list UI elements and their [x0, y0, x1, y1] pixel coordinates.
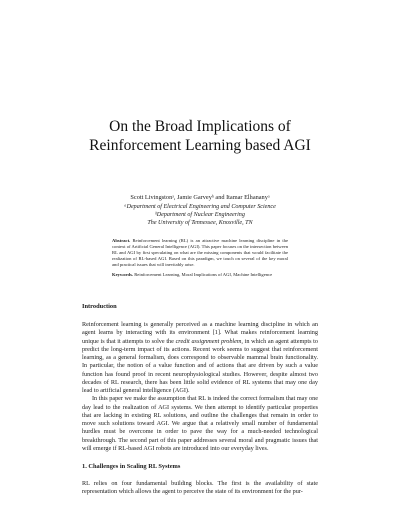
- author-list: Scott Livingstonᵃ, Jamie Garveyᵇ and Itamar Elhananyᵃ: [130, 194, 270, 201]
- section-heading-challenges: 1. Challenges in Scaling RL Systems: [82, 463, 181, 470]
- title-line-1: On the Broad Implications of: [109, 118, 291, 135]
- keywords-text: Reinforcement Learning, Moral Implications of AGI, Machine Intelligence: [134, 272, 273, 277]
- paper-title: [0, 117, 400, 155]
- section-1-body: [82, 480, 318, 497]
- abstract: [112, 238, 288, 268]
- intro-p1-text-b: in which an agent attempts to predict the long-term impact of its actions. Recent work seems to suggest that reinforcement learning, as a general formalism, does correspond to observable mammal brain functionality. In particular, the notion of a value function and of actions that are driven by such a value function has found proof in recent neurophysiological studies. However, despite almost two decades of RL research, there has been little solid evidence of RL systems that may one day lead to artificial general intelligence (AGI).: [82, 337, 318, 394]
- intro-paragraph-2: In this paper we make the assumption that RL is indeed the correct formalism that may one day lead to the realization of AGI systems. We then attempt to identify particular properties that are lacking in existing RL solutions, and outline the challenges that remain in order to move such solutions toward AGI. We argue that a relatively small number of fundamental hurdles must be overcome in order to pave the way for a much-needed technological breakthrough. The second part of this paper addresses several moral and pragmatic issues that will emerge if RL-based AGI robots are introduced into our everyday lives.: [82, 395, 318, 452]
- abstract-label: Abstract.: [112, 238, 131, 243]
- affiliation-nuclear: ᵇDepartment of Nuclear Engineering: [155, 212, 245, 218]
- title-line-2: Reinforcement Learning based AGI: [89, 137, 311, 154]
- intro-p1-emphasis: credit assignment problem,: [175, 337, 243, 345]
- section-1-paragraph-1: RL relies on four fundamental building blocks. The first is the availability of state representation which allows the agent to perceive the state of its environment for the pur-: [82, 480, 318, 496]
- affiliation-eecs: ᵃDepartment of Electrical Engineering and Computer Science: [124, 204, 276, 210]
- section-heading-introduction: Introduction: [82, 303, 117, 310]
- intro-paragraph-1: [82, 321, 318, 395]
- keywords-label: Keywords.: [112, 272, 134, 277]
- introduction-body: [82, 321, 318, 453]
- keywords: [112, 272, 288, 278]
- abstract-text: Reinforcement learning (RL) is an attractive machine learning discipline in the context of Artificial General Intelligence (AGI). This paper focuses on the intersection between RL and AGI by first speculating on what are the missing components that would facilitate the realization of RL-based AGI. Based on this paradigm, we touch on several of the key moral and practical issues that will inevitably arise.: [112, 238, 288, 268]
- affiliation-university: The University of Tennessee, Knoxville, TN: [147, 220, 253, 226]
- intro-p1-text-a: Reinforcement learning is generally perceived as a machine learning discipline in which an agent learns by interacting with its environment [1]. What makes reinforcement learning unique is that it attempts to solve the: [82, 321, 318, 345]
